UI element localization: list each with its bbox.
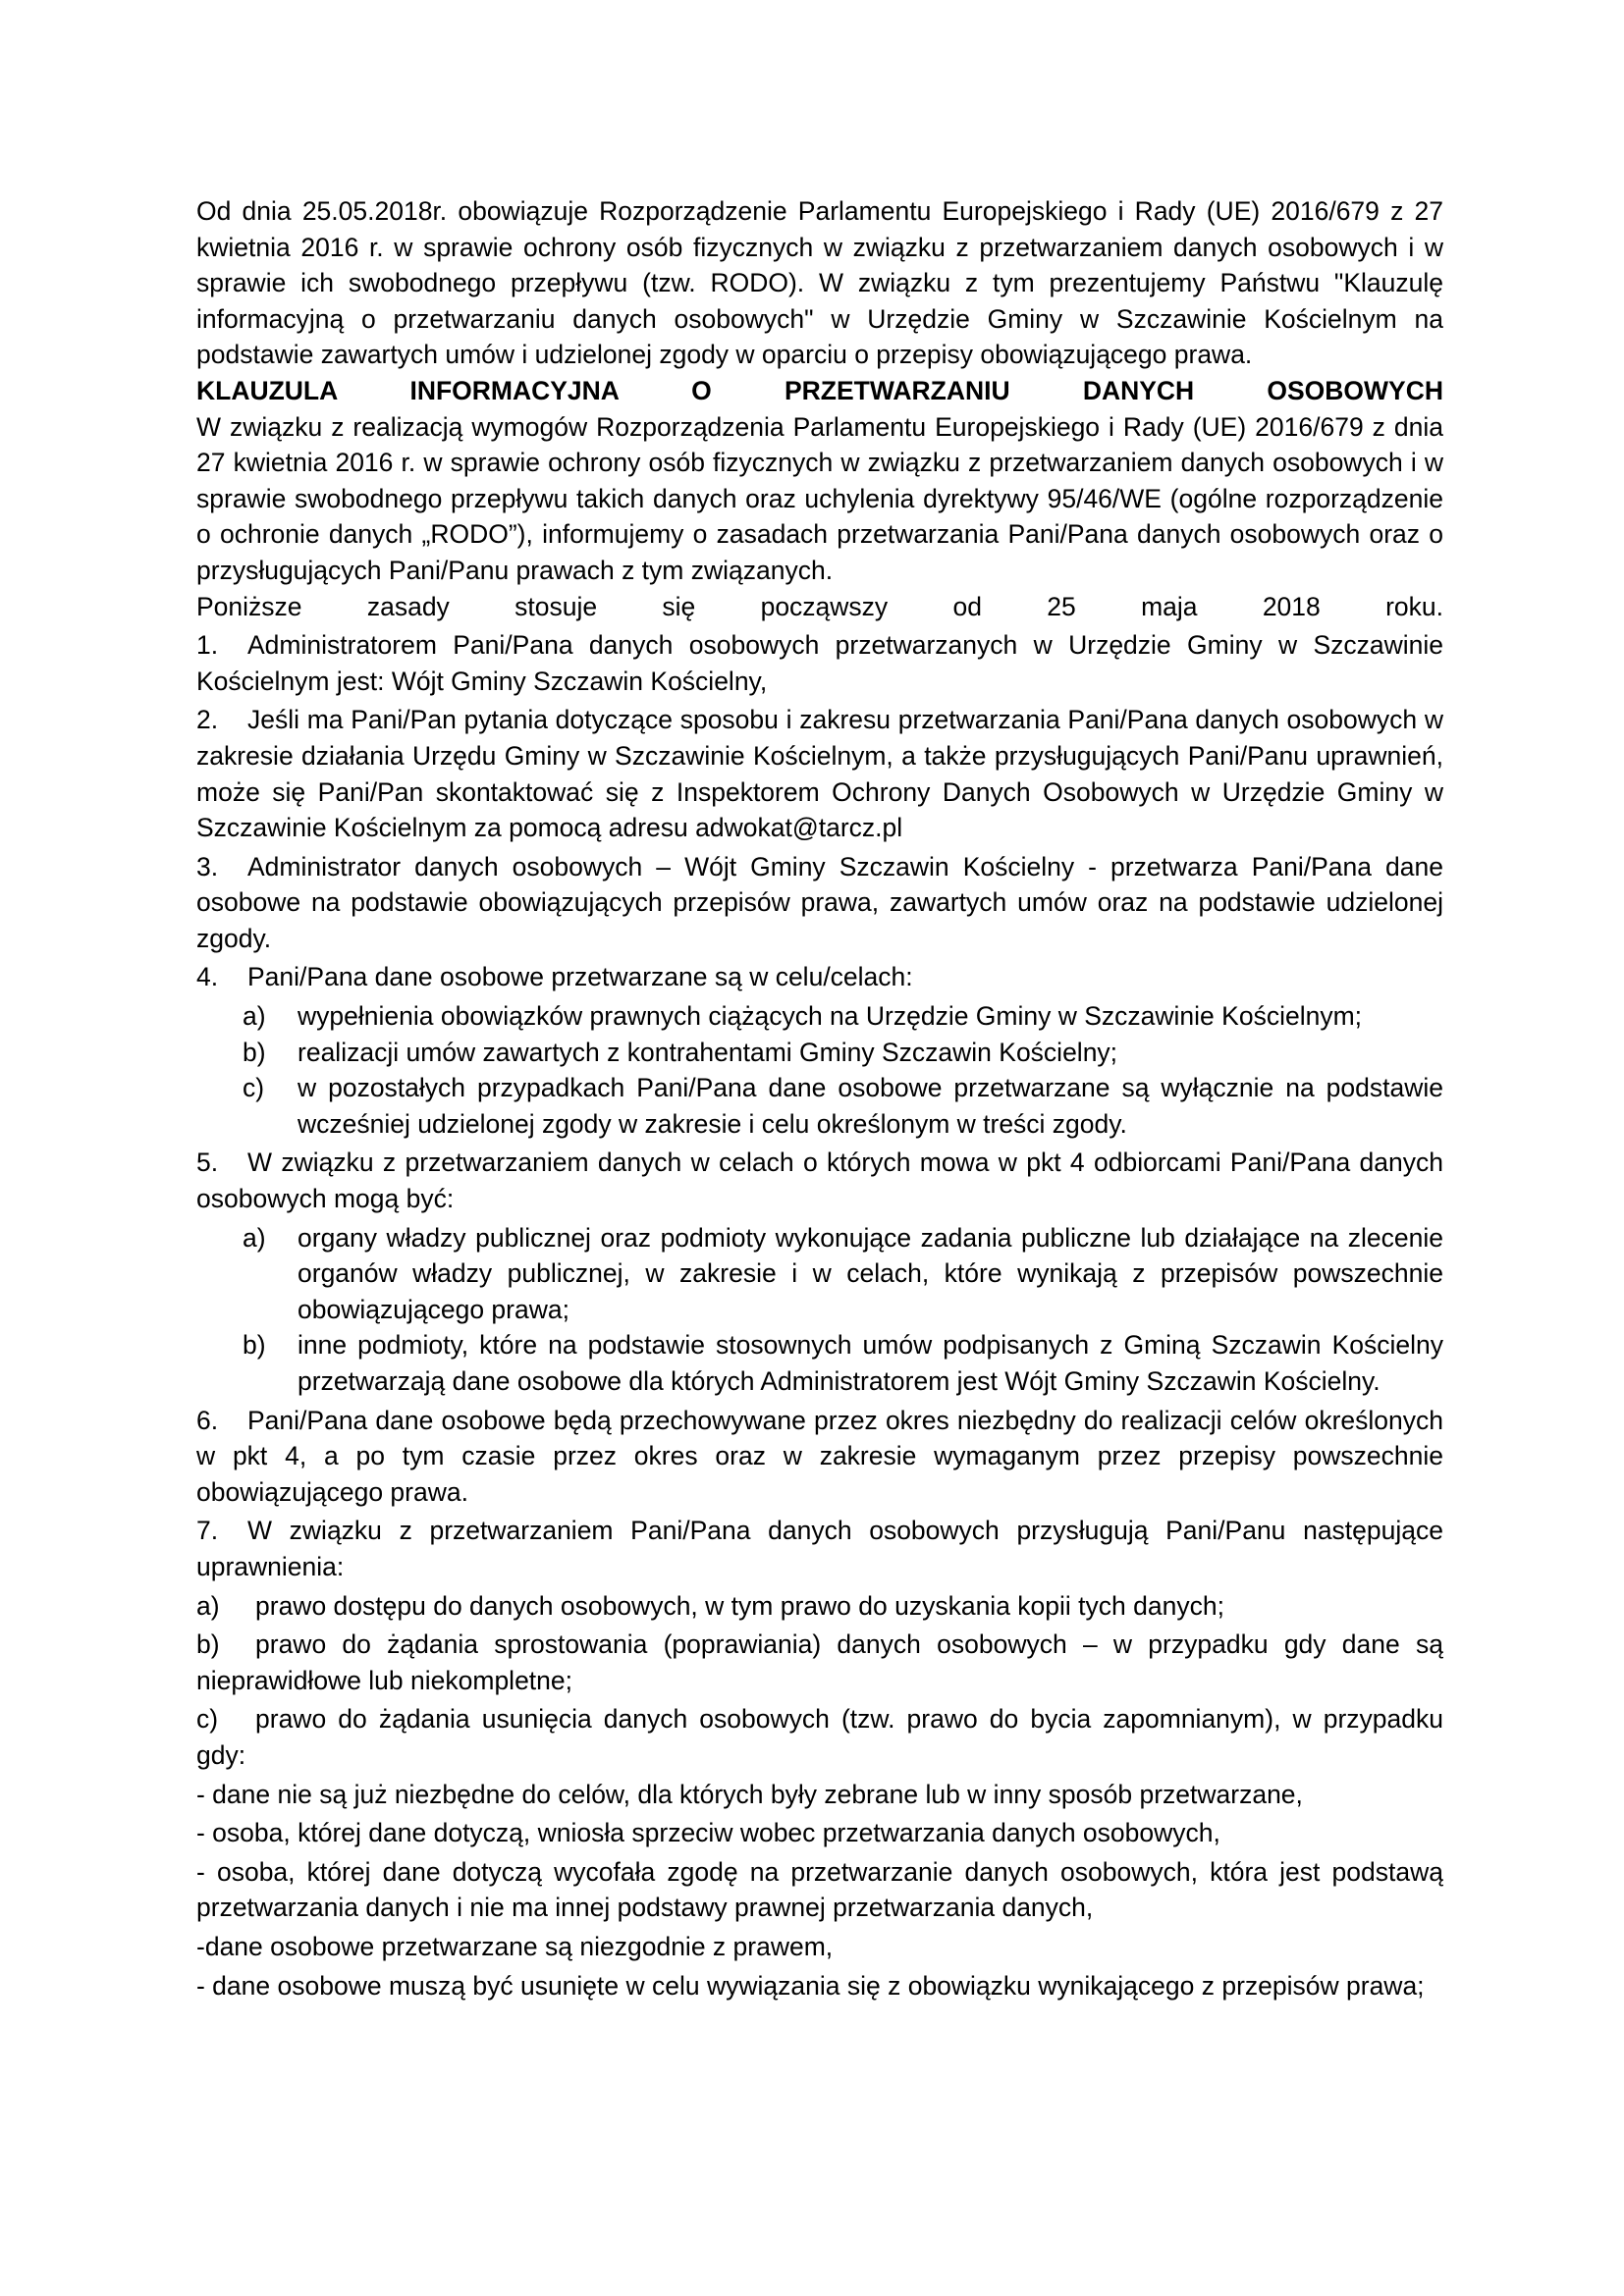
right-marker: c) — [196, 1704, 219, 1735]
list-number: 1. — [196, 630, 219, 661]
right-text: prawo do żądania usunięcia danych osobowych (tzw. prawo do bycia zapomnianym), w przypadku gdy: — [196, 1704, 1443, 1770]
document-body — [196, 193, 1443, 2006]
right-text: prawo do żądania sprostowania (poprawiania) danych osobowych – w przypadku gdy dane są nieprawidłowe lub niekompletne; — [196, 1629, 1443, 1695]
list-item-7 — [196, 1513, 1443, 1584]
purpose-item — [196, 1035, 1443, 1071]
main-paragraph: W związku z realizacją wymogów Rozporządzenia Parlamentu Europejskiego i Rady (UE) 2016/679 z dnia 27 kwietnia 2016 r. w sprawie ochrony osób fizycznych w związku z przetwarzaniem danych osobowych i w sprawie swobodnego przepływu takich danych oraz uchylenia dyrektywy 95/46/WE (ogólne rozporządzenie o ochronie danych „RODO”), informujemy o zasadach przetwarzania Pani/Pana danych osobowych oraz o przysługujących Pani/Panu prawach z tym związanych. — [196, 411, 1443, 585]
erasure-case: - dane nie są już niezbędne do celów, dla których były zebrane lub w inny sposób przetwarzane, — [196, 1779, 1303, 1809]
erasure-case: - osoba, której dane dotyczą wycofała zgodę na przetwarzanie danych osobowych, która jest podstawą przetwarzania danych i nie ma innej podstawy prawnej przetwarzania danych, — [196, 1856, 1443, 1923]
list-item-5 — [196, 1145, 1443, 1216]
list-number: 2. — [196, 705, 219, 735]
purposes-list — [196, 998, 1443, 1142]
list-item-text: Pani/Pana dane osobowe przetwarzane są w celu/celach: — [247, 962, 913, 992]
recipient-item — [196, 1327, 1443, 1399]
list-number: 4. — [196, 962, 219, 992]
recipients-list — [196, 1220, 1443, 1400]
erasure-case: -dane osobowe przetwarzane są niezgodnie z prawem, — [196, 1931, 834, 1961]
list-item-text: Administratorem Pani/Pana danych osobowych przetwarzanych w Urzędzie Gminy w Szczawinie Kościelnym jest: Wójt Gminy Szczawin Kościelny, — [196, 630, 1443, 696]
effective-date-paragraph: Poniższe zasady stosuje się począwszy od 25 maja 2018 roku. — [196, 591, 1443, 621]
sub-marker: b) — [243, 1330, 266, 1361]
list-number: 3. — [196, 851, 219, 881]
list-item-4 — [196, 959, 1443, 995]
erasure-case: - osoba, której dane dotyczą, wniosła sprzeciw wobec przetwarzania danych osobowych, — [196, 1818, 1220, 1848]
sub-item-text: w pozostałych przypadkach Pani/Pana dane osobowe przetwarzane są wyłącznie na podstawie wcześniej udzielonej zgody w zakresie i celu określonym w treści zgody. — [298, 1073, 1443, 1139]
right-item — [196, 1701, 1443, 1773]
sub-item-text: organy władzy publicznej oraz podmioty wykonujące zadania publiczne lub działające na zlecenie organów władzy publicznej, w zakresie i w celach, które wynikają z przepisów powszechnie obowiązującego prawa; — [298, 1222, 1443, 1324]
right-marker: b) — [196, 1629, 220, 1660]
list-item-1 — [196, 627, 1443, 699]
list-number: 6. — [196, 1405, 219, 1435]
list-item-text: Jeśli ma Pani/Pan pytania dotyczące sposobu i zakresu przetwarzania Pani/Pana danych osobowych w zakresie działania Urzędu Gminy w Szczawinie Kościelnym, a także przysługujących Pani/Panu uprawnień, może się Pani/Pan skontaktować się z Inspektorem Ochrony Danych Osobowych w Urzędzie Gminy w Szczawinie Kościelnym za pomocą adresu adwokat@tarcz.pl — [196, 705, 1443, 843]
purpose-item — [196, 998, 1443, 1035]
list-item-3 — [196, 849, 1443, 957]
sub-marker: b) — [243, 1037, 266, 1067]
sub-marker: c) — [243, 1073, 265, 1103]
recipient-item — [196, 1220, 1443, 1328]
list-number: 7. — [196, 1516, 219, 1546]
list-item-6 — [196, 1403, 1443, 1511]
sub-marker: a) — [243, 1222, 266, 1253]
list-item-text: Pani/Pana dane osobowe będą przechowywane przez okres niezbędny do realizacji celów określonych w pkt 4, a po tym czasie przez okres oraz w zakresie wymaganym przez przepisy powszechnie obowiązującego prawa. — [196, 1405, 1443, 1507]
right-item — [196, 1588, 1443, 1625]
sub-marker: a) — [243, 1001, 266, 1032]
list-number: 5. — [196, 1148, 219, 1178]
list-item-text: W związku z przetwarzaniem danych w celach o których mowa w pkt 4 odbiorcami Pani/Pana danych osobowych mogą być: — [196, 1148, 1443, 1214]
sub-item-text: realizacji umów zawartych z kontrahentami Gminy Szczawin Kościelny; — [298, 1037, 1118, 1067]
erasure-case: - dane osobowe muszą być usunięte w celu wywiązania się z obowiązku wynikającego z przepisów prawa; — [196, 1970, 1425, 2001]
right-item — [196, 1627, 1443, 1698]
sub-item-text: wypełnienia obowiązków prawnych ciążących na Urzędzie Gminy w Szczawinie Kościelnym; — [298, 1001, 1363, 1032]
list-item-text: Administrator danych osobowych – Wójt Gminy Szczawin Kościelny - przetwarza Pani/Pana dane osobowe na podstawie obowiązujących przepisów prawa, zawartych umów oraz na podstawie udzielonej zgody. — [196, 851, 1443, 953]
list-item-text: W związku z przetwarzaniem Pani/Pana danych osobowych przysługują Pani/Panu następujące uprawnienia: — [196, 1516, 1443, 1581]
sub-item-text: inne podmioty, które na podstawie stosownych umów podpisanych z Gminą Szczawin Kościelny przetwarzają dane osobowe dla których Administratorem jest Wójt Gminy Szczawin Kościelny. — [298, 1330, 1443, 1396]
purpose-item — [196, 1070, 1443, 1142]
intro-paragraph: Od dnia 25.05.2018r. obowiązuje Rozporządzenie Parlamentu Europejskiego i Rady (UE) 2016/679 z 27 kwietnia 2016 r. w sprawie ochrony osób fizycznych w związku z przetwarzaniem danych osobowych i w sprawie ich swobodnego przepływu (tzw. RODO). W związku z tym prezentujemy Państwu "Klauzulę informacyjną o przetwarzaniu danych osobowych" w Urzędzie Gminy w Szczawinie Kościelnym na podstawie zawartych umów i udzielonej zgody w oparciu o przepisy obowiązującego prawa. — [196, 196, 1443, 370]
right-text: prawo dostępu do danych osobowych, w tym prawo do uzyskania kopii tych danych; — [255, 1590, 1224, 1621]
list-item-2 — [196, 702, 1443, 845]
clause-heading: KLAUZULA INFORMACYJNA O PRZETWARZANIU DANYCH OSOBOWYCH — [196, 375, 1443, 405]
right-marker: a) — [196, 1590, 220, 1621]
